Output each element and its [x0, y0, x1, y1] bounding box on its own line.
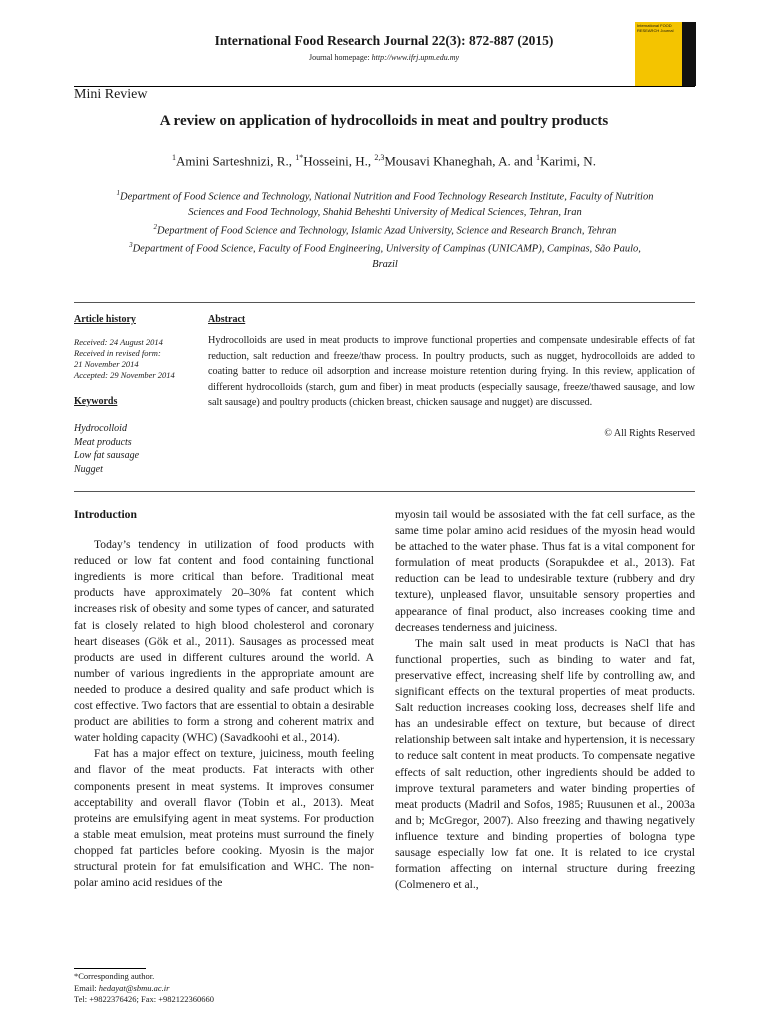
keyword: Low fat sausage: [74, 450, 140, 461]
history-entry: Received in revised form:: [74, 348, 161, 358]
affiliation-2: [115, 220, 655, 239]
body-paragraph: myosin tail would be assosiated with the fat cell surface, as the same time polar amino acid residues of the myosin head would be attached to the water phase. Thus fat is a vital component for formulation of meat products (Sorapukdee et al., 2013). Fat reduction can be lead to undesirable texture (rubbery and dry texture), unpleased flavor, unsuitable sensory properties and appearance of final product, also increases cooking time and decreases tenderness and juiciness.: [395, 508, 695, 634]
article-history: [74, 337, 204, 381]
journal-citation: International Food Research Journal 22(3): 872-887 (2015): [214, 33, 554, 48]
affiliations: [115, 186, 655, 272]
email-link[interactable]: hedayat@sbmu.ac.ir: [98, 982, 170, 993]
email-label: Email:: [74, 982, 99, 993]
affiliation-text: Department of Food Science and Technology, Islamic Azad University, Science and Research Branch, Tehran: [157, 225, 617, 236]
homepage-label: Journal homepage:: [308, 53, 370, 62]
body-paragraph: Today’s tendency in utilization of food products with reduced or low fat content and food containing functional ingredients is more critical than before. Traditional meat products have approximately 20–30% fat content which increases risk of obesity and some types of cancer, and saturated fat is closely related to high blood cholesterol and coronary heart diseases (Gök et al., 2011). Sausages as processed meat products are used in different cultures around the world. A number of various ingredients in the appropriate amount are needed to produce a desired quality and safe product which is cost effective. Two factors that are essential to obtain a desirable product are abilities to form a strong and coherent matrix and water holding capacity (WHC) (Savadkoohi et al., 2014).: [74, 538, 374, 745]
affiliation-sup: 2: [153, 222, 158, 231]
body-column-right: [395, 507, 695, 893]
author-name: Amini Sarteshnizi, R.,: [176, 153, 296, 169]
affiliation-sup: 3: [129, 241, 133, 249]
author-sup: 2,3: [374, 153, 385, 162]
author-sup: 1*: [295, 153, 304, 162]
corresponding-author: *Corresponding author.: [74, 971, 155, 981]
keyword: Hydrocolloid: [74, 423, 127, 434]
abstract-top-rule: [74, 302, 695, 303]
header-rule: [74, 86, 695, 87]
keyword: Nugget: [74, 463, 103, 475]
keywords-heading: Keywords: [74, 396, 118, 407]
author-name: Karimi, N.: [539, 153, 596, 169]
section-label: Mini Review: [74, 87, 148, 102]
footnote-rule: [74, 968, 146, 969]
abstract-text: Hydrocolloids are used in meat products to improve functional properties and compensate undesirable effects of fat reduction, salt reduction and freeze/thaw process. In poultry products, such as nugget, hydrocolloids are added to coating batter to reduce oil adsorption and increase moisture retention during frying. In this review, application of different hydrocolloids (starch, gum and fiber) in meat products (especially sausage, freeze/thawed sausage, and low salt sausage) and poultry products (chicken breast, chicken sausage and nugget) are discussed.: [208, 335, 695, 408]
affiliation-sup: 1: [116, 189, 121, 197]
article-history-heading: Article history: [74, 314, 136, 325]
paper-title: A review on application of hydrocolloids in meat and poultry products: [159, 113, 609, 129]
affiliation-3: [115, 238, 655, 272]
history-entry: 21 November 2014: [74, 359, 139, 369]
author-sup: 1: [535, 153, 540, 162]
abstract-bottom-rule: [74, 491, 695, 492]
body-column-left: [74, 507, 374, 891]
keywords-list: [74, 422, 139, 476]
affiliation-1: [115, 186, 655, 220]
author-name: Mousavi Khaneghah, A. and: [384, 153, 536, 169]
author-name: Hosseini, H.,: [303, 153, 375, 169]
email-line: [74, 983, 214, 995]
footnote: [74, 971, 214, 1006]
introduction-heading: Introduction: [74, 508, 137, 521]
history-entry: Received: 24 August 2014: [74, 337, 163, 347]
body-paragraph: Fat has a major effect on texture, juiciness, mouth feeling and flavor of the meat products. Fat interacts with other components present in meat systems. It improves consumer acceptability and overall flavor (Tobin et al., 2013). Meat proteins are emulsifying agent in meat systems. For production a stable meat emulsion, meat proteins must surround the finely chopped fat particles before cooking. Myosin is the major structural protein for fat emulsification and WHC. The non-polar amino acid residues of the: [74, 747, 374, 890]
abstract-heading: Abstract: [208, 314, 246, 325]
keyword: Meat products: [74, 436, 132, 448]
history-entry: Accepted: 29 November 2014: [74, 370, 175, 380]
homepage-link[interactable]: http://www.ifrj.upm.edu.my: [371, 53, 460, 62]
logo-bar: [682, 22, 696, 86]
phone-line: Tel: +9822376426; Fax: +982122360660: [74, 994, 215, 1004]
journal-logo: [635, 22, 696, 86]
logo-text: International FOOD RESEARCH Journal: [637, 23, 674, 33]
affiliation-text: Department of Food Science and Technology, National Nutrition and Food Technology Research Institute, Faculty of Nutrition Sciences and Food Technology, Shahid Beheshti University of Medical Sciences, Tehran, Iran: [120, 191, 654, 218]
affiliation-text: Department of Food Science, Faculty of Food Engineering, University of Campinas (UNICAMP), Campinas, São Paulo, Brazil: [132, 243, 641, 270]
author-list: [0, 153, 768, 169]
copyright-notice: © All Rights Reserved: [604, 428, 695, 439]
author-sup: 1: [172, 153, 177, 162]
body-paragraph: The main salt used in meat products is NaCl that has functional properties, such as binding to water and fat, preservative effect, increasing shelf life by controlling aw, and significant effects on the textural properties of meat products. Salt reduction increases cooking loss, decreases shelf life and has an undesirable effect on texture, but because of direct relationship between salt intake and hypertension, it is necessary to reduce salt content in meat products. To compensate negative effects of salt reduction, other ingredients should be added to improve textural parameters and water binding properties of meat products (Madril and Sofos, 1985; Ruusunen et al., 2003a and b; McGregor, 2007). Also freezing and thawing negatively influence texture and binding properties of bologna type sausage especially low fat one. It is related to ice crystal formation affecting on internal structure during freezing (Colmenero et al.,: [395, 636, 695, 892]
